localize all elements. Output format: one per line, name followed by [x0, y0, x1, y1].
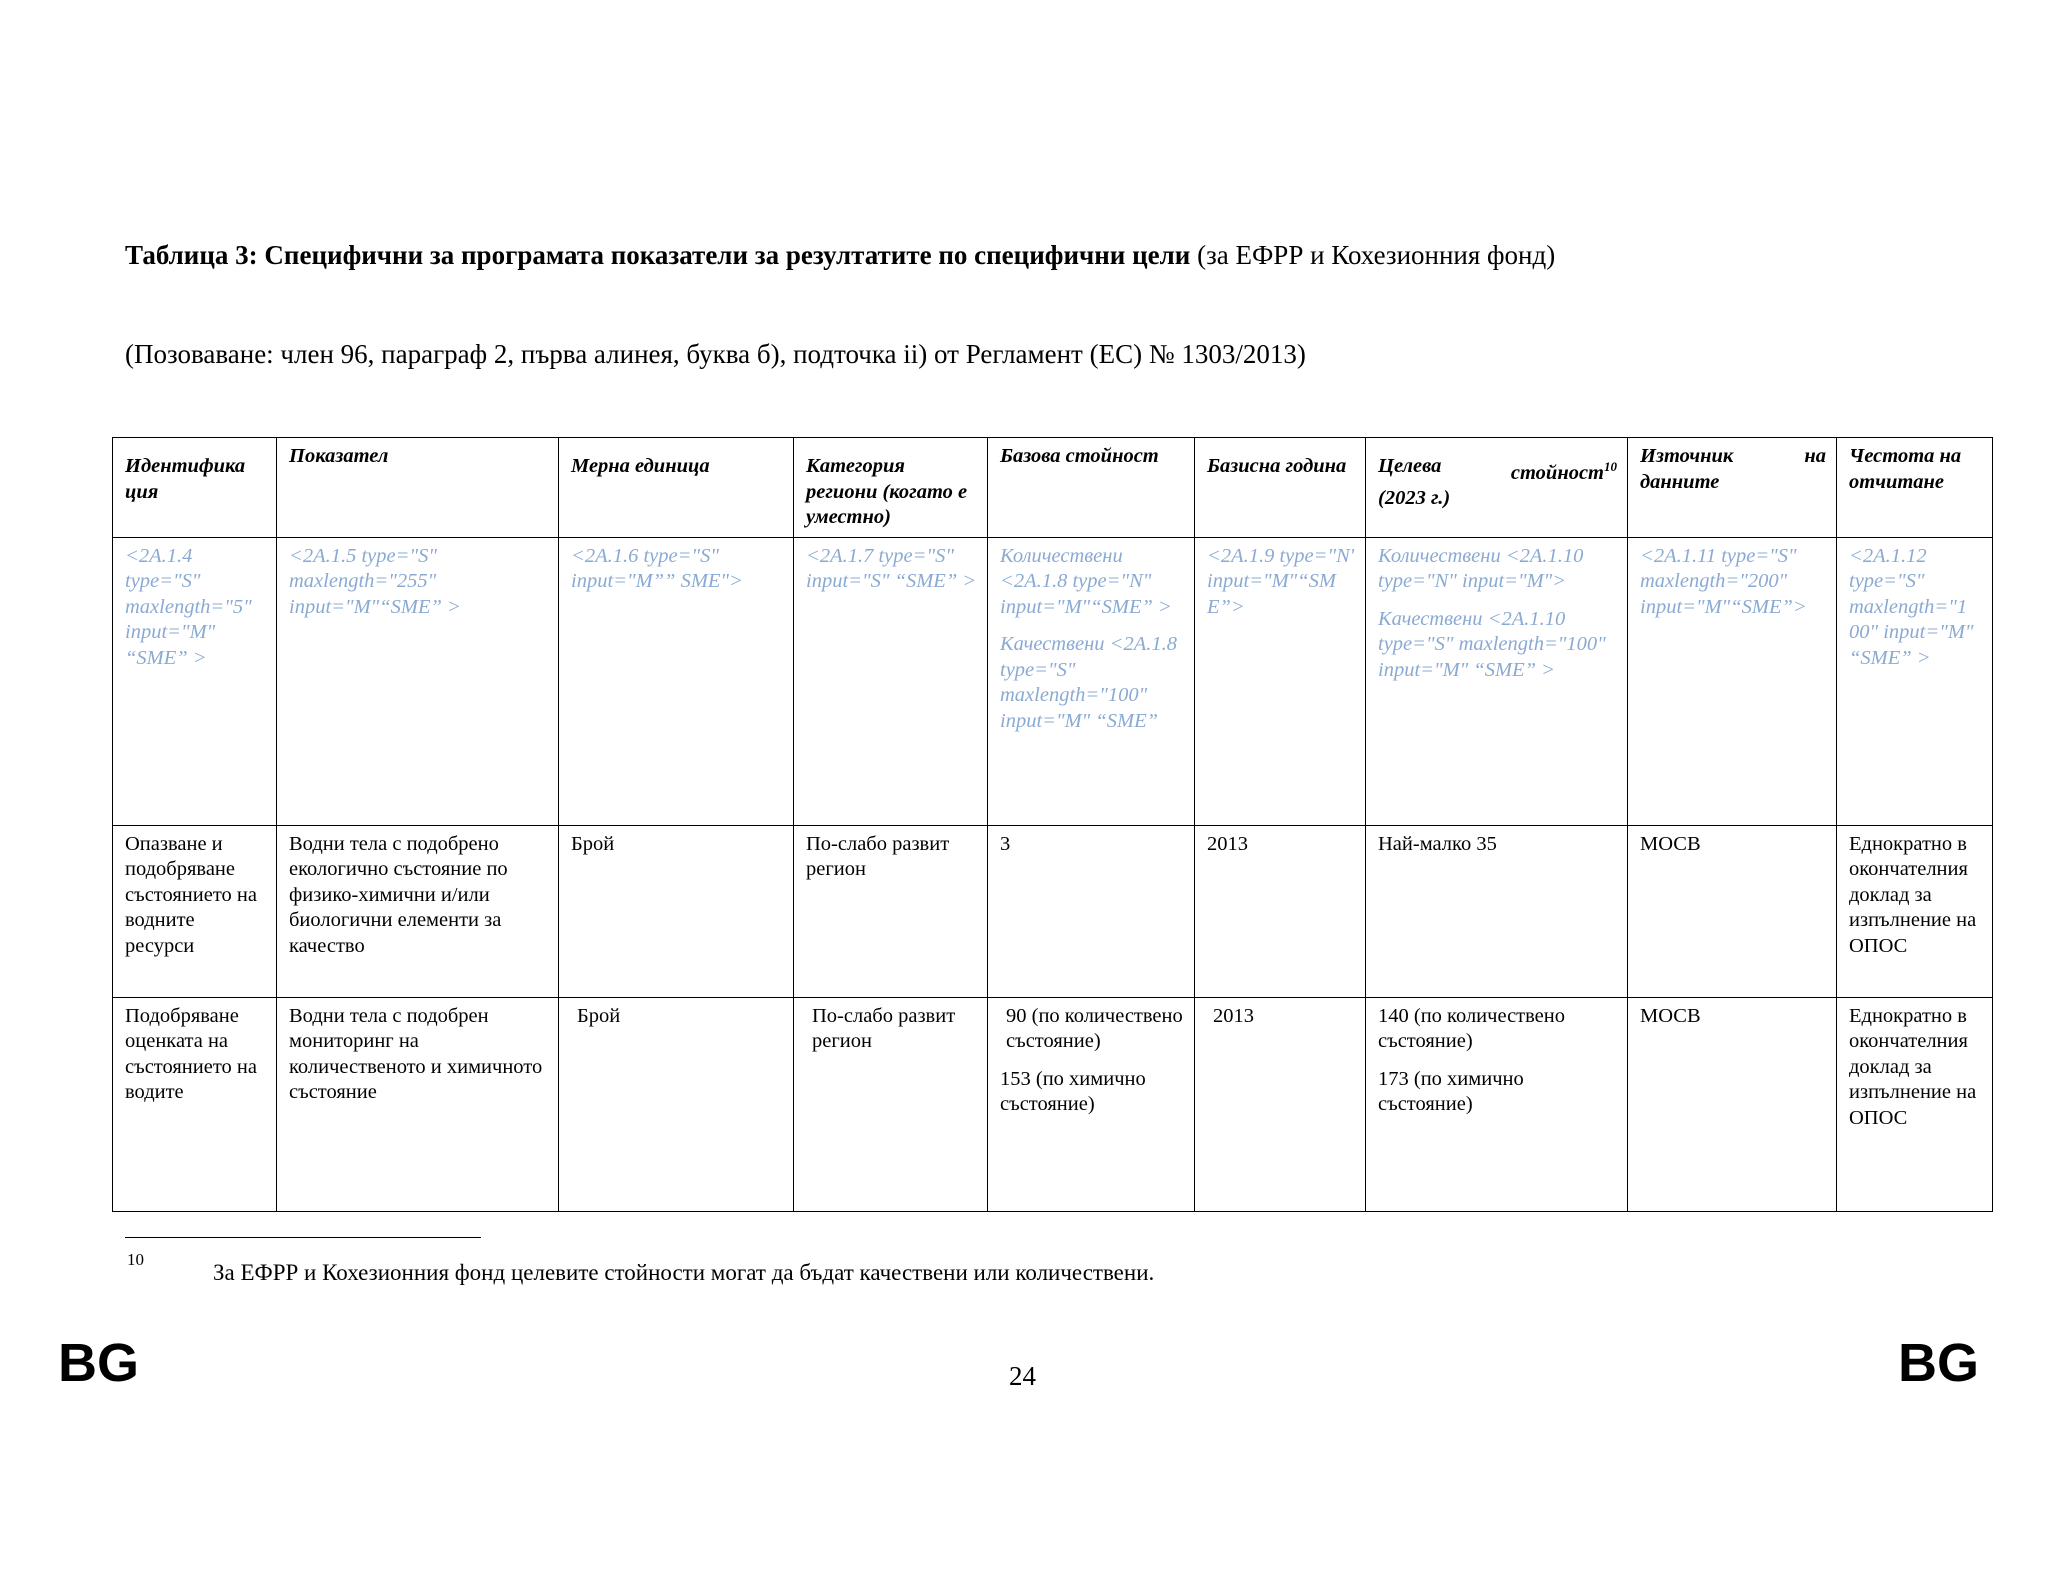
footnote-ref-10[interactable]: 10: [1604, 459, 1617, 474]
tag-unit: <2A.1.6 type="S" input="M”” SME">: [559, 537, 794, 825]
cell-unit: Брой: [559, 825, 794, 997]
cell-category: По-слабо развит регион: [794, 997, 988, 1211]
tag-target-qualitative: Качествени <2A.1.10 type="S" maxlength="100" input="M" “SME” >: [1378, 607, 1606, 681]
cell-base-year: 2013: [1195, 997, 1366, 1211]
header-target: [1366, 438, 1628, 538]
tag-target: [1366, 537, 1628, 825]
cell-target-1: Най-малко 35: [1378, 832, 1497, 855]
tag-baseline: [988, 537, 1195, 825]
cell-base-year: 2013: [1195, 825, 1366, 997]
header-source-3: данните: [1640, 470, 1720, 493]
table-title: [125, 238, 1975, 272]
cell-id: Подобряване оценката на състоянието на водите: [113, 997, 277, 1211]
table-title-normal: (за ЕФРР и Кохезионния фонд): [1190, 240, 1556, 270]
cell-source: МОСВ: [1628, 997, 1837, 1211]
header-source-2: на: [1804, 445, 1826, 467]
indicators-table: [112, 437, 1993, 1212]
header-baseline: Базова стойност: [988, 438, 1195, 538]
header-row: [113, 438, 1993, 538]
footnote-separator: [125, 1237, 481, 1238]
tag-id: <2A.1.4 type="S" maxlength="5" input="M" “SME” >: [113, 537, 277, 825]
cell-source: МОСВ: [1628, 825, 1837, 997]
tag-frequency: <2A.1.12 type="S" maxlength="1 00" input="M" “SME” >: [1837, 537, 1993, 825]
tag-target-quantitative: Количествени <2A.1.10 type="N" input="M">: [1378, 544, 1584, 592]
header-target-label-2-wrap: [1511, 454, 1617, 486]
header-unit: Мерна единица: [559, 438, 794, 538]
tag-baseline-qualitative: Качествени <2A.1.8 type="S" maxlength="100" input="M" “SME”: [1000, 633, 1178, 732]
cell-category: По-слабо развит регион: [794, 825, 988, 997]
cell-id: Опазване и подобряване състоянието на водните ресурси: [113, 825, 277, 997]
header-id: Идентифика ция: [113, 438, 277, 538]
language-code-left: BG: [58, 1333, 139, 1393]
cell-baseline-1: 3: [1000, 832, 1011, 855]
tag-base-year: <2A.1.9 type="N' input="M"“SM E”>: [1195, 537, 1366, 825]
header-target-year: (2023 г.): [1378, 487, 1451, 510]
tag-row: [113, 537, 1993, 825]
cell-frequency: Еднократно в окончателния доклад за изпълнение на ОПОС: [1837, 997, 1993, 1211]
cell-unit: Брой: [559, 997, 794, 1211]
cell-target-2: 173 (по химично състояние): [1378, 1067, 1524, 1115]
header-source-line1: [1640, 444, 1826, 470]
table-row: [113, 825, 1993, 997]
cell-baseline-2: 153 (по химично състояние): [1000, 1067, 1146, 1115]
cell-baseline: [988, 825, 1195, 997]
header-source-1: Източник: [1640, 445, 1734, 467]
table-row: [113, 997, 1993, 1211]
cell-indicator: Водни тела с подобрено екологично състояние по физико-химични и/или биологични елементи за качество: [277, 825, 559, 997]
tag-source: <2A.1.11 type="S" maxlength="200" input="M"“SME”>: [1628, 537, 1837, 825]
cell-indicator: Водни тела с подобрен мониторинг на количественото и химичното състояние: [277, 997, 559, 1211]
regulation-reference: (Позоваване: член 96, параграф 2, първа алинея, буква б), подточка ii) от Регламент (ЕС) № 1303/2013): [125, 339, 1306, 369]
header-source: [1628, 438, 1837, 538]
language-code-right: BG: [1898, 1333, 1979, 1393]
footnote-text: За ЕФРР и Кохезионния фонд целевите стойности могат да бъдат качествени или количествени.: [213, 1260, 1155, 1285]
header-base-year: Базисна година: [1195, 438, 1366, 538]
cell-target: [1366, 997, 1628, 1211]
header-frequency: Честота на отчитане: [1837, 438, 1993, 538]
header-category: Категория региони (когато е уместно): [794, 438, 988, 538]
cell-baseline-1: 90 (по количествено състояние): [1006, 1004, 1183, 1052]
tag-indicator: <2A.1.5 type="S" maxlength="255" input="M"“SME” >: [277, 537, 559, 825]
footnote-number: 10: [127, 1250, 144, 1269]
table-title-bold: Таблица 3: Специфични за програмата показатели за резултатите по специфични цели: [125, 240, 1191, 270]
header-target-label-1: Целева: [1378, 455, 1442, 477]
cell-target: [1366, 825, 1628, 997]
header-target-line1: [1378, 454, 1617, 486]
cell-baseline: [988, 997, 1195, 1211]
cell-target-1: 140 (по количествено състояние): [1378, 1004, 1566, 1052]
header-target-label-2: стойност: [1510, 461, 1604, 484]
tag-category: <2A.1.7 type="S" input="S" “SME” >: [794, 537, 988, 825]
header-indicator: Показател: [277, 438, 559, 538]
page-number: 24: [1009, 1361, 1036, 1391]
cell-frequency: Еднократно в окончателния доклад за изпълнение на ОПОС: [1837, 825, 1993, 997]
tag-baseline-quantitative: Количествени <2A.1.8 type="N" input="M"“SME” >: [1000, 544, 1172, 618]
